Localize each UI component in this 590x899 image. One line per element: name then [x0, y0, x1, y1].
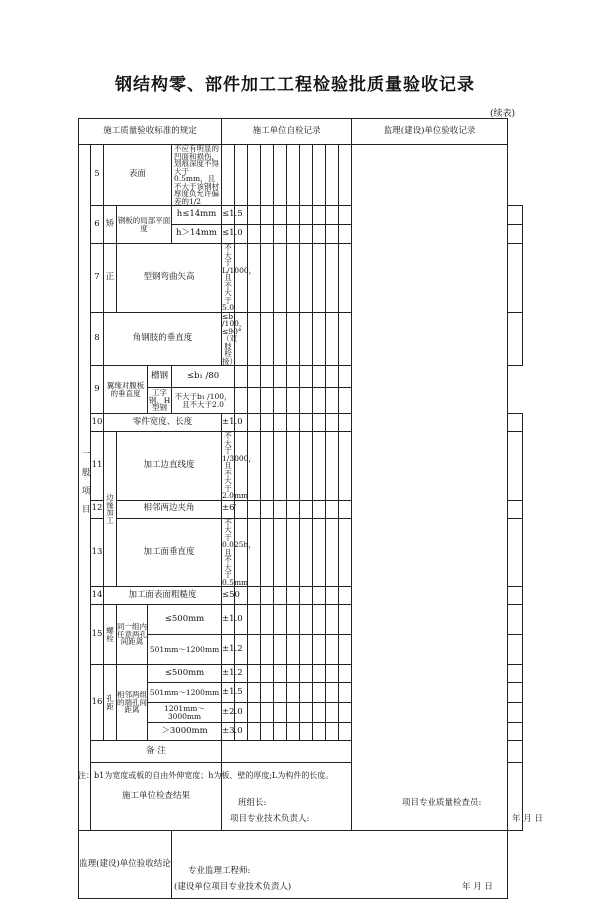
sub-item: 翼缘对腹板的垂直度	[104, 366, 148, 414]
remarks-field[interactable]	[222, 741, 523, 763]
check-cell[interactable]	[313, 312, 326, 366]
check-cell[interactable]	[339, 635, 352, 665]
check-cell[interactable]	[313, 225, 326, 244]
check-cell[interactable]	[313, 414, 326, 432]
check-cell[interactable]	[326, 683, 339, 703]
check-cell[interactable]	[339, 500, 352, 518]
check-cell[interactable]	[274, 388, 287, 414]
check-cell[interactable]	[300, 312, 313, 366]
check-cell[interactable]	[313, 703, 326, 723]
check-cell[interactable]	[300, 145, 313, 206]
check-cell[interactable]	[274, 665, 287, 683]
check-cell[interactable]	[287, 683, 300, 703]
check-cell[interactable]	[261, 587, 274, 605]
check-cell[interactable]	[326, 388, 339, 414]
check-cell[interactable]	[248, 388, 261, 414]
check-cell[interactable]	[248, 703, 261, 723]
condition: h≤14mm	[172, 206, 222, 225]
check-cell[interactable]	[300, 388, 313, 414]
check-cell[interactable]	[235, 388, 248, 414]
row-number: 12	[91, 500, 104, 518]
item-name: 相邻两边夹角	[117, 500, 222, 518]
check-cell[interactable]	[300, 432, 313, 501]
check-cell[interactable]	[326, 605, 339, 635]
sub-item: 同一组内任意两孔间距离	[117, 605, 148, 665]
check-cell[interactable]	[248, 312, 261, 366]
check-cell[interactable]	[248, 587, 261, 605]
check-cell[interactable]	[274, 244, 287, 313]
check-cell[interactable]	[287, 225, 300, 244]
check-cell[interactable]	[261, 244, 274, 313]
check-cell[interactable]	[339, 388, 352, 414]
check-cell[interactable]	[508, 244, 523, 313]
check-cell[interactable]	[287, 312, 300, 366]
check-cell[interactable]	[300, 605, 313, 635]
check-cell[interactable]	[313, 366, 326, 388]
check-cell[interactable]	[261, 366, 274, 388]
check-cell[interactable]	[339, 587, 352, 605]
check-cell[interactable]	[326, 206, 339, 225]
row-number: 7	[91, 244, 104, 313]
check-cell[interactable]	[274, 518, 287, 587]
check-cell[interactable]	[339, 665, 352, 683]
construction-date: 年 月 日	[512, 814, 543, 824]
check-cell[interactable]	[313, 244, 326, 313]
check-cell[interactable]	[300, 414, 313, 432]
check-cell[interactable]	[261, 206, 274, 225]
check-cell[interactable]	[326, 635, 339, 665]
check-cell[interactable]	[300, 500, 313, 518]
quality-inspector-label: 项目专业质量检查员:	[402, 798, 482, 808]
check-cell[interactable]	[248, 432, 261, 501]
standard-value: 不大于b₁ /100，且不大于2.0	[172, 388, 235, 414]
check-cell[interactable]	[300, 665, 313, 683]
check-cell[interactable]	[248, 225, 261, 244]
check-cell[interactable]	[248, 206, 261, 225]
check-cell[interactable]	[313, 683, 326, 703]
standard-value: ±1.5	[222, 683, 235, 703]
check-cell[interactable]	[274, 366, 287, 388]
tech-lead-label: 项目专业技术负责人:	[230, 814, 310, 824]
check-cell[interactable]	[326, 145, 339, 206]
check-cell[interactable]	[287, 432, 300, 501]
check-cell[interactable]	[261, 518, 274, 587]
condition: 工字钢、H型钢	[148, 388, 171, 413]
check-cell[interactable]	[287, 500, 300, 518]
check-cell[interactable]	[248, 518, 261, 587]
check-cell[interactable]	[287, 703, 300, 723]
item-name: 表面	[104, 145, 172, 206]
standard-value: 不大于1/3000，且不大于2.0mm	[222, 431, 256, 500]
row-number: 13	[91, 518, 104, 587]
check-cell[interactable]	[248, 244, 261, 313]
check-cell[interactable]	[300, 225, 313, 244]
check-cell[interactable]	[508, 518, 523, 587]
item-name: 加工面表面粗糙度	[104, 587, 222, 605]
check-cell[interactable]	[300, 244, 313, 313]
check-cell[interactable]	[287, 587, 300, 605]
standard-value: ±3.0	[222, 723, 235, 741]
check-cell[interactable]	[274, 635, 287, 665]
check-cell[interactable]	[274, 225, 287, 244]
check-cell[interactable]	[339, 225, 352, 244]
row-number: 9	[91, 366, 104, 414]
item-name: 型钢弯曲矢高	[117, 244, 222, 313]
row-number: 14	[91, 587, 104, 605]
check-cell[interactable]	[326, 723, 339, 741]
standard-value: ≤1.5	[222, 206, 235, 225]
check-cell[interactable]	[326, 703, 339, 723]
standard-value: ±1.0	[222, 605, 235, 635]
check-cell[interactable]	[287, 414, 300, 432]
check-cell[interactable]	[326, 414, 339, 432]
check-cell[interactable]	[326, 518, 339, 587]
check-cell[interactable]	[339, 206, 352, 225]
check-cell[interactable]	[326, 432, 339, 501]
check-cell[interactable]	[287, 145, 300, 206]
check-cell[interactable]	[326, 587, 339, 605]
check-cell[interactable]	[508, 665, 523, 683]
check-cell[interactable]	[300, 703, 313, 723]
sub-item: 相邻两组的端孔间距离	[117, 665, 148, 741]
check-cell[interactable]	[313, 665, 326, 683]
check-cell[interactable]	[274, 145, 287, 206]
standard-value: ≤50	[222, 587, 235, 605]
check-cell[interactable]	[222, 145, 235, 206]
standard-value: ±2.0	[222, 703, 235, 723]
check-cell[interactable]	[261, 312, 274, 366]
standard-value: ±6′	[222, 500, 235, 518]
standard-value: 不大于L/1000，且不大于5.0	[222, 243, 257, 312]
check-cell[interactable]	[508, 500, 523, 518]
page-title: 钢结构零、部件加工工程检验批质量验收记录	[115, 75, 475, 95]
check-cell[interactable]	[287, 723, 300, 741]
row-number: 8	[91, 312, 104, 366]
category: 正	[104, 244, 117, 313]
standard-value: ±1.2	[222, 635, 235, 665]
check-cell[interactable]	[326, 366, 339, 388]
condition: ≤500mm	[148, 665, 222, 683]
condition: ≤500mm	[148, 605, 222, 635]
check-cell[interactable]	[313, 206, 326, 225]
check-cell[interactable]	[313, 587, 326, 605]
check-cell[interactable]	[508, 587, 523, 605]
check-cell[interactable]	[274, 414, 287, 432]
item-name: 加工面垂直度	[117, 518, 222, 587]
check-cell[interactable]	[274, 500, 287, 518]
check-cell[interactable]	[235, 244, 248, 313]
check-cell[interactable]	[339, 723, 352, 741]
check-cell[interactable]	[261, 635, 274, 665]
check-cell[interactable]	[261, 500, 274, 518]
category: 孔距	[104, 665, 117, 741]
check-cell[interactable]	[261, 683, 274, 703]
check-cell[interactable]	[261, 665, 274, 683]
check-cell[interactable]	[326, 225, 339, 244]
check-cell[interactable]	[339, 683, 352, 703]
check-cell[interactable]	[235, 432, 248, 501]
condition: ＞3000mm	[148, 723, 222, 741]
check-cell[interactable]	[508, 635, 523, 665]
standard-value: 不应有明显的凹面和损伤，划痕深度不得大于0.5mm，且不大于该钢材厚度负允许偏差的1/2	[172, 145, 222, 206]
check-cell[interactable]	[248, 366, 261, 388]
check-cell[interactable]	[313, 518, 326, 587]
check-cell[interactable]	[287, 665, 300, 683]
category: 螺栓	[104, 605, 117, 665]
check-cell[interactable]	[339, 518, 352, 587]
row-number: 15	[91, 605, 104, 665]
check-cell[interactable]	[339, 414, 352, 432]
check-cell[interactable]	[235, 145, 248, 206]
header-standard: 施工质量验收标准的规定	[79, 119, 222, 145]
check-cell[interactable]	[339, 366, 352, 388]
check-cell[interactable]	[261, 145, 274, 206]
supervision-label: 监理(建设)单位验收结论	[79, 831, 172, 899]
check-cell[interactable]	[339, 145, 352, 206]
check-cell[interactable]	[274, 587, 287, 605]
supervising-engineer-label: 专业监理工程师:	[188, 866, 251, 876]
header-self-check: 施工单位自检记录	[222, 119, 352, 145]
construction-label: 施工单位检查结果	[91, 763, 222, 831]
remarks-label: 备 注	[91, 741, 222, 763]
check-cell[interactable]	[261, 388, 274, 414]
check-cell[interactable]	[248, 414, 261, 432]
condition: 501mm～1200mm	[148, 683, 222, 703]
check-cell[interactable]	[508, 432, 523, 501]
check-cell[interactable]	[313, 432, 326, 501]
check-cell[interactable]	[326, 312, 339, 366]
check-cell[interactable]	[287, 206, 300, 225]
group-label: 一般项目	[79, 145, 91, 831]
check-cell[interactable]	[300, 518, 313, 587]
row-number: 5	[91, 145, 104, 206]
check-cell[interactable]	[248, 605, 261, 635]
check-cell[interactable]	[300, 683, 313, 703]
standard-value: ±1.0	[222, 414, 235, 432]
check-cell[interactable]	[300, 366, 313, 388]
condition: h＞14mm	[172, 225, 222, 244]
check-cell[interactable]	[261, 703, 274, 723]
check-cell[interactable]	[248, 635, 261, 665]
row-number: 6	[91, 206, 104, 244]
check-cell[interactable]	[339, 605, 352, 635]
header-supervisor: 监理(建设)单位验收记录	[352, 119, 508, 145]
check-cell[interactable]	[508, 312, 523, 366]
condition: 501mm～1200mm	[148, 635, 222, 665]
check-cell[interactable]	[274, 703, 287, 723]
check-cell[interactable]	[326, 665, 339, 683]
inspection-table	[78, 118, 543, 899]
check-cell[interactable]	[248, 665, 261, 683]
check-cell[interactable]	[248, 500, 261, 518]
check-cell[interactable]	[261, 432, 274, 501]
check-cell[interactable]	[274, 432, 287, 501]
check-cell[interactable]	[300, 587, 313, 605]
check-cell[interactable]	[326, 500, 339, 518]
category: 矫	[104, 206, 117, 244]
check-cell[interactable]	[339, 244, 352, 313]
supervision-conclusion-field[interactable]	[172, 831, 508, 899]
item-name: 加工边直线度	[117, 432, 222, 501]
check-cell[interactable]	[274, 605, 287, 635]
check-cell[interactable]	[326, 244, 339, 313]
standard-value: ±1.2	[222, 665, 235, 683]
check-cell[interactable]	[300, 635, 313, 665]
check-cell[interactable]	[248, 145, 261, 206]
check-cell[interactable]	[300, 206, 313, 225]
check-cell[interactable]	[313, 635, 326, 665]
check-cell[interactable]	[248, 683, 261, 703]
check-cell[interactable]	[287, 605, 300, 635]
check-cell[interactable]	[287, 388, 300, 414]
check-cell[interactable]	[339, 432, 352, 501]
check-cell[interactable]	[235, 366, 248, 388]
check-cell[interactable]	[508, 703, 523, 723]
check-cell[interactable]	[287, 244, 300, 313]
supervisor-record-cell[interactable]	[352, 145, 508, 831]
check-cell[interactable]	[313, 723, 326, 741]
check-cell[interactable]	[235, 518, 248, 587]
check-cell[interactable]	[313, 145, 326, 206]
check-cell[interactable]	[274, 206, 287, 225]
check-cell[interactable]	[508, 723, 523, 741]
check-cell[interactable]	[508, 225, 523, 244]
check-cell[interactable]	[248, 723, 261, 741]
check-cell[interactable]	[508, 414, 523, 432]
sub-item: 钢板的局部平面度	[117, 206, 172, 244]
check-cell[interactable]	[313, 605, 326, 635]
owner-tech-lead-label: (建设单位项目专业技术负责人)	[174, 882, 292, 892]
condition: 槽钢	[148, 366, 172, 388]
check-cell[interactable]	[508, 683, 523, 703]
check-cell[interactable]	[339, 312, 352, 366]
row-number: 11	[91, 432, 104, 501]
standard-value: ≤b₁ /100，≤90°（双肢栓接）	[222, 311, 247, 366]
footnote: 注：b1为宽度或板的自由外伸宽度；h为板、壁的厚度;L为构件的长度。	[78, 771, 334, 780]
check-cell[interactable]	[287, 635, 300, 665]
check-cell[interactable]	[300, 723, 313, 741]
standard-value: ≤b₁ /80	[172, 366, 235, 388]
item-name: 角钢肢的垂直度	[104, 312, 222, 366]
supervision-date: 年 月 日	[462, 882, 493, 892]
check-cell[interactable]	[508, 206, 523, 225]
check-cell[interactable]	[287, 366, 300, 388]
continued-label: (续表)	[490, 109, 516, 119]
check-cell[interactable]	[274, 312, 287, 366]
standard-value: 不大于0.025h，且不大于0.5mm	[222, 517, 256, 587]
check-cell[interactable]	[313, 500, 326, 518]
category: 边缘加工	[104, 432, 117, 587]
check-cell[interactable]	[313, 388, 326, 414]
check-cell[interactable]	[235, 500, 248, 518]
check-cell[interactable]	[261, 225, 274, 244]
check-cell[interactable]	[339, 703, 352, 723]
check-cell[interactable]	[508, 605, 523, 635]
check-cell[interactable]	[274, 683, 287, 703]
row-number: 16	[91, 665, 104, 741]
check-cell[interactable]	[287, 518, 300, 587]
item-name: 零件宽度、长度	[104, 414, 222, 432]
check-cell[interactable]	[261, 414, 274, 432]
check-cell[interactable]	[261, 605, 274, 635]
check-cell[interactable]	[261, 723, 274, 741]
team-leader-label: 班组长:	[238, 798, 267, 808]
standard-value: ≤1.0	[222, 225, 235, 244]
row-number: 10	[91, 414, 104, 432]
check-cell[interactable]	[274, 723, 287, 741]
condition: 1201mm～3000mm	[148, 703, 222, 723]
